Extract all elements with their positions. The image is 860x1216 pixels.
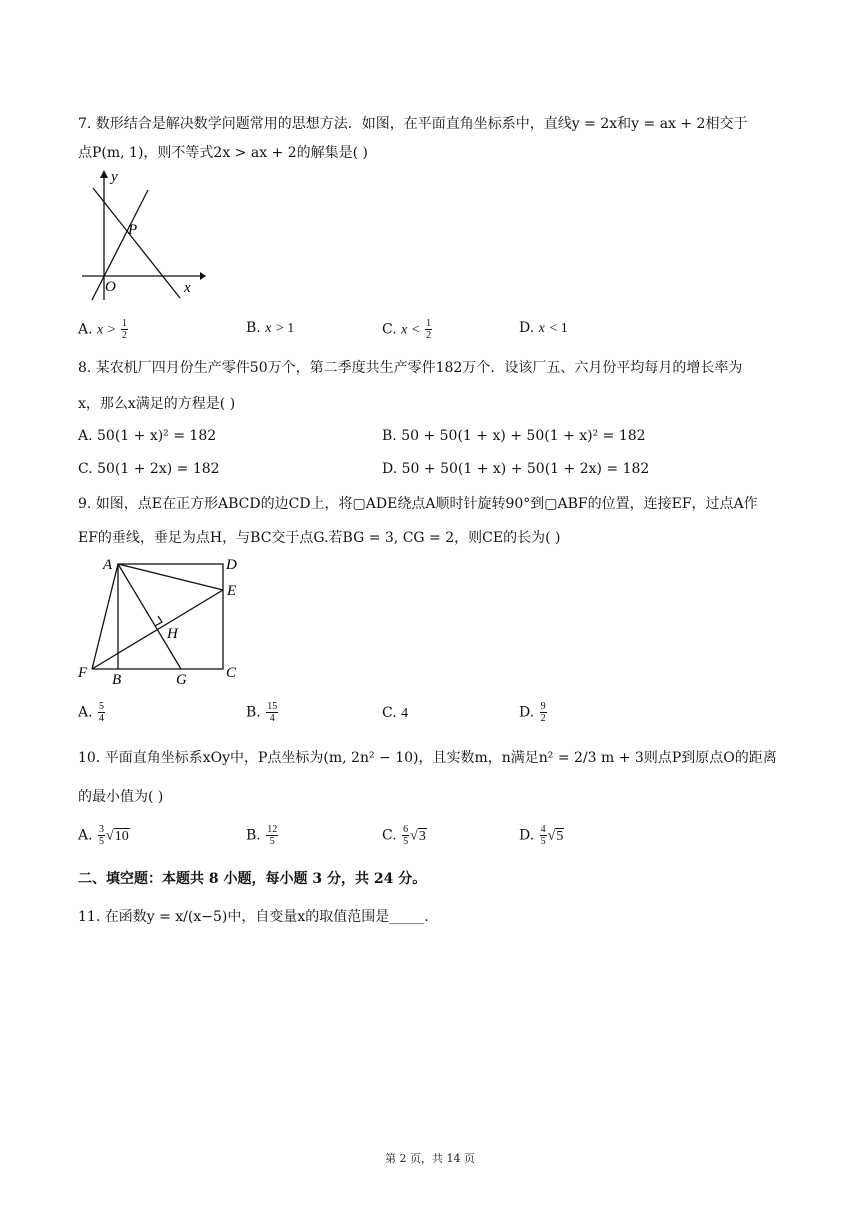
q10-stem-line1: 10. 平面直角坐标系xOy中，P点坐标为(m, 2n² − 10)，且实数m，n满足n² = 2/3 m + 3则点P到原点O的距离: [78, 750, 777, 766]
q9-stem-line1: 9. 如图，点E在正方形ABCD的边CD上，将▢ADE绕点A顺时针旋转90°到▢ABF的位置，连接EF，过点A作: [78, 496, 758, 512]
q9-label-a: A: [103, 557, 113, 573]
q9-option-a: A. $\frac{5}{4}$: [78, 701, 105, 724]
q7-x-arrow-icon: [200, 272, 206, 280]
q7-figure: [76, 168, 206, 303]
q9-segment-ae: [118, 564, 223, 590]
q8-option-d: D. 50 + 50(1 + x) + 50(1 + 2x) = 182: [382, 461, 650, 477]
page-footer: 第 2 页，共 14 页: [385, 1152, 475, 1165]
q7-label-p: P: [128, 222, 138, 238]
q9-option-d: D. $\frac{9}{2}$: [519, 701, 546, 724]
q9-label-d: D: [226, 557, 237, 573]
q10-option-a: A. $\frac{3}{5}$ √10: [78, 824, 129, 847]
q7-label-y: y: [111, 169, 118, 185]
q9-option-c: C. 4: [382, 705, 409, 721]
q9-segment-af: [92, 564, 118, 669]
q7-option-d: D. x < 1: [519, 320, 568, 336]
q9-label-h: H: [167, 626, 178, 642]
q7-option-a: A. x > $\frac{1}{2}$: [78, 318, 128, 341]
q7-stem-line2: 点P(m, 1)，则不等式2x > ax + 2的解集是( ): [78, 145, 369, 161]
q10-option-d: D. $\frac{4}{5}$ √5: [519, 824, 564, 847]
q9-label-g: G: [176, 672, 187, 688]
q9-label-b: B: [112, 672, 122, 688]
q11-stem: 11. 在函数y = x/(x−5)中，自变量x的取值范围是_____.: [78, 909, 429, 925]
q7-label-x: x: [184, 280, 191, 296]
q9-stem-line2: EF的垂线，垂足为点H，与BC交于点G.若BG = 3, CG = 2，则CE的长为( ): [78, 530, 561, 546]
q7-option-c: C. x < $\frac{1}{2}$: [382, 318, 432, 341]
q9-option-b: B. $\frac{15}{4}$: [246, 701, 278, 724]
q10-option-b: B. $\frac{12}{5}$: [246, 824, 278, 847]
q10-stem-line2: 的最小值为( ): [78, 789, 164, 805]
q8-stem-line2: x，那么x满足的方程是( ): [78, 396, 236, 412]
q8-option-a: A. 50(1 + x)² = 182: [78, 428, 217, 444]
q7-stem-line1: 7. 数形结合是解决数学问题常用的思想方法．如图，在平面直角坐标系中，直线y = 2x和y = ax + 2相交于: [78, 116, 748, 132]
q9-label-c: C: [226, 665, 237, 681]
q9-square-abcd: [118, 564, 223, 669]
q8-stem-line1: 8. 某农机厂四月份生产零件50万个，第二季度共生产零件182万个．设该厂五、六月份平均每月的增长率为: [78, 360, 743, 376]
q9-figure: [76, 553, 248, 688]
q7-line-y-2x: [92, 190, 148, 300]
q7-label-o: O: [105, 279, 116, 295]
section-heading-fill-in: 二、填空题：本题共 8 小题，每小题 3 分，共 24 分。: [78, 871, 427, 887]
q7-y-arrow-icon: [100, 170, 108, 178]
q10-option-c: C. $\frac{6}{5}$ √3: [382, 824, 426, 847]
q7-option-b: B. x > 1: [246, 320, 295, 336]
q9-right-angle-mark: [155, 616, 162, 626]
q8-option-c: C. 50(1 + 2x) = 182: [78, 461, 220, 477]
q8-option-b: B. 50 + 50(1 + x) + 50(1 + x)² = 182: [382, 428, 646, 444]
q9-segment-ag: [118, 564, 181, 669]
q9-label-e: E: [227, 583, 237, 599]
q9-label-f: F: [78, 665, 88, 681]
